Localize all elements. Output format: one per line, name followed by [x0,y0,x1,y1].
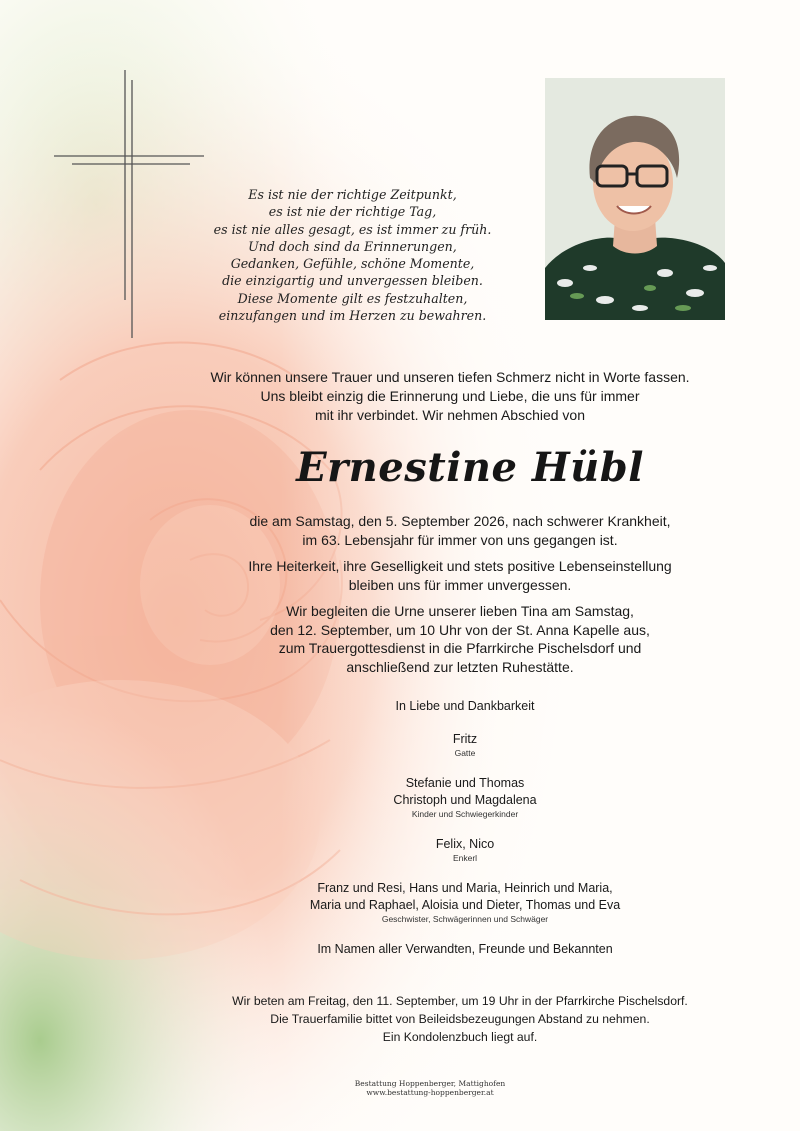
intro-line: mit ihr verbindet. Wir nehmen Abschied von [314,407,585,423]
paragraph-line: im 63. Lebensjahr für immer von uns gegangen ist. [302,531,618,548]
mourner-names: Christoph und Magdalena [393,793,537,807]
mourner-role: Gatte [454,748,476,758]
paragraph-line: anschließend zur letzten Ruhestätte. [346,658,574,675]
poem-line: einzufangen und im Herzen zu bewahren. [218,308,487,324]
intro-line: Uns bleibt einzig die Erinnerung und Liebe, die uns für immer [260,388,640,404]
mourner-role: Geschwister, Schwägerinnen und Schwäger [381,914,549,924]
closing-line: Die Trauerfamilie bittet von Beileidsbezeugungen Abstand zu nehmen. [270,1012,650,1026]
mourner-role: Enkerl [452,853,478,863]
mourner-names: Franz und Resi, Hans und Maria, Heinrich und Maria, [317,881,613,895]
paragraph-death [210,512,710,549]
intro-line: Wir können unsere Trauer und unseren tiefen Schmerz nicht in Worte fassen. [210,369,690,385]
mourner-group-spouse [240,731,690,759]
paragraph-line: zum Trauergottesdienst in die Pfarrkirche Pischelsdorf und [278,640,642,656]
closing-line: Wir beten am Freitag, den 11. September, um 19 Uhr in der Pfarrkirche Pischelsdorf. [232,994,688,1008]
signers-closing: Im Namen aller Verwandten, Freunde und Bekannten [317,942,613,956]
paragraph-line: den 12. September, um 10 Uhr von der St. Anna Kapelle aus, [270,621,650,638]
mourner-names: Fritz [452,732,478,746]
mourner-names: Felix, Nico [435,837,495,851]
paragraph-line: bleiben uns für immer unvergessen. [348,576,572,593]
funeral-home-name: Bestattung Hoppenberger, Mattighofen [354,1079,506,1088]
paragraph-memory [210,557,710,594]
obituary-body [210,512,710,684]
poem-line: die einzigartig und unvergessen bleiben. [222,273,483,289]
closing-notes [210,992,710,1046]
poem-line: Und doch sind da Erinnerungen, [248,238,457,254]
deceased-name: Ernestine Hübl [296,444,644,491]
signers-opening: In Liebe und Dankbarkeit [395,699,535,713]
mourner-names: Stefanie und Thomas [405,776,525,790]
mourner-group-siblings [240,880,690,925]
mourners-list [240,698,690,958]
paragraph-line: Ihre Heiterkeit, ihre Geselligkeit und stets positive Lebenseinstellung [248,558,672,574]
paragraph-line: Wir begleiten die Urne unserer lieben Tina am Samstag, [286,603,634,619]
poem-line: Diese Momente gilt es festzuhalten, [237,290,468,306]
poem-line: Es ist nie der richtige Zeitpunkt, [248,187,457,202]
poem-line: es ist nie alles gesagt, es ist immer zu früh. [213,221,492,237]
mourner-role: Kinder und Schwiegerkinder [411,809,519,819]
funeral-home-website: www.bestattung-hoppenberger.at [366,1088,494,1097]
footer [340,1079,520,1097]
poem [180,186,525,324]
poem-line: Gedanken, Gefühle, schöne Momente, [230,256,475,272]
mourner-group-grandchildren [240,836,690,864]
paragraph-line: die am Samstag, den 5. September 2026, nach schwerer Krankheit, [249,513,671,529]
portrait-illustration [545,78,725,320]
mourner-group-children [240,775,690,820]
paragraph-funeral [210,602,710,676]
intro-text [190,368,710,425]
portrait-photo [545,78,725,320]
poem-line: es ist nie der richtige Tag, [268,204,437,220]
closing-line: Ein Kondolenzbuch liegt auf. [382,1030,538,1044]
mourner-names: Maria und Raphael, Aloisia und Dieter, Thomas und Eva [309,898,621,912]
